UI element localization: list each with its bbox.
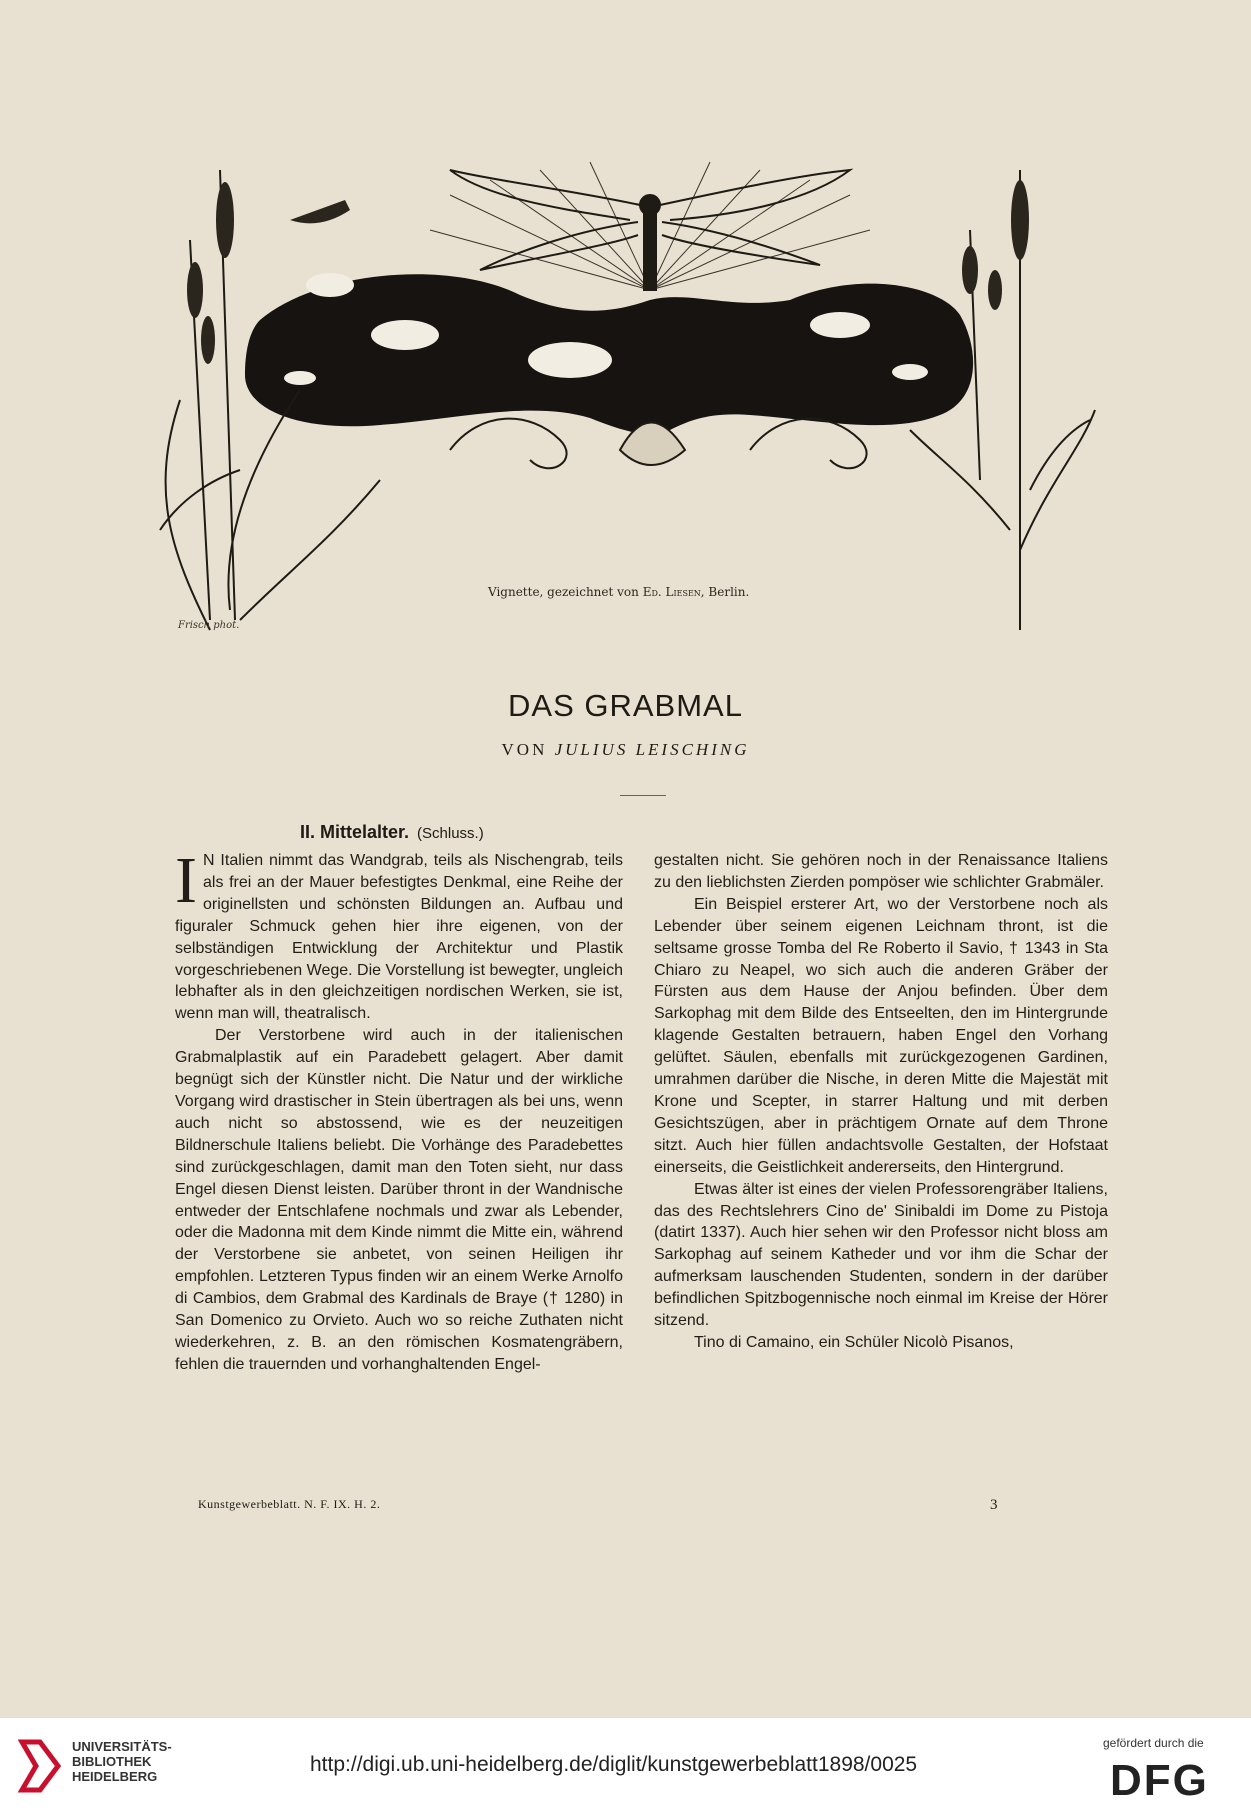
library-name: UNIVERSITÄTS- BIBLIOTHEK HEIDELBERG [72,1739,172,1784]
ub-heidelberg-logo-icon [18,1738,62,1794]
funding-note: gefördert durch die [1103,1736,1204,1750]
divider [620,795,666,796]
paragraph: Etwas älter ist eines der vielen Professorengräber Italiens, das des Rechtslehrers Cino de' Sinibaldi im Dome zu Pistoja (datirt 1337). Auch hier sehen wir den Professor nicht bloss am Sarkophag auf seinem Katheder und vor ihm die Schar der aufmerksam lauschenden Studenten, sondern in der darüber befindlichen Spitzbogennische noch einmal im Kreise der Hörer sitzend. [654,1180,1108,1330]
dfg-logo: DFG [1110,1756,1209,1805]
article-title: DAS GRABMAL [508,688,743,723]
paragraph: Der Verstorbene wird auch in der italienischen Grabmalplastik auf ein Paradebett gelagert. Aber damit begnügt sich der Künstler nicht. Die Natur und der wirkliche Vorgang wird drastischer in Stein übertragen als bei uns, wenn auch nicht so abstossend, wie es der neuzeitigen Bildnerschule Italiens beliebt. Die Vorhänge des Paradebettes sind zurückgeschlagen, damit man den Toten sieht, nur dass Engel diesen Dienst leisten. Darüber thront in der Wandnische entweder der Entschlafene nochmals und zwar als Lebender, oder die Madonna mit dem Kinde nimmt die Mitte ein, während der Verstorbene sie anbetet, von seinen Heiligen ihr empfohlen. Letzteren Typus finden wir an einem Werke Arnolfo di Cambios, dem Grabmal des Kardinals de Braye († 1280) in San Domenico zu Orvieto. Auch wo so reiche Zuthaten nicht wiederkehren, z. B. an den römischen Kosmatengräbern, fehlen die trauernden und vorhanghaltenden Engel- [175,1027,623,1373]
dragonfly [450,170,850,290]
page-number: 3 [990,1497,998,1513]
paragraph: Tino di Camaino, ein Schüler Nicolò Pisanos, [694,1333,1014,1351]
byline: VON JULIUS LEISCHING [501,740,750,759]
paragraph: Ein Beispiel ersterer Art, wo der Verstorbene noch als Lebender über seinem eigenen Leichnam thront, ist die seltsame grosse Tomba del Re Roberto il Savio, † 1343 in Sta Chiaro zu Neapel, wo sich auch die anderen Gräber der Fürsten aus dem Hause der Anjou befinden. Über dem Sarkophag mit dem Bilde des Entseelten, den im Hintergrunde klagende Gestalten betrauern, haben Engel den Vorhang gelüftet. Säulen, ebenfalls mit zurückgezogenen Gardinen, umrahmen darüber die Nische, in deren Mitte die Majestät mit Krone und Scepter, in starrer Haltung und mit derben Gesichtszügen, aber in prächtigem Ornate auf dem Throne sitzt. Auch hier füllen andachtsvolle Gestalten, der Hofstaat einerseits, die Geistlichkeit andererseits, den Hintergrund. [654,895,1108,1176]
left-column [175,844,623,1376]
permalink-url[interactable]: http://digi.ub.uni-heidelberg.de/diglit/kunstgewerbeblatt1898/0025 [310,1753,918,1776]
paragraph: I N Italien nimmt das Wandgrab, teils als Nischengrab, teils als frei an der Mauer befestigtes Denkmal, eine Reihe der originellsten und schönsten Bildungen an. Aufbau und figuraler Schmuck gehen hier ihre eigenen, von der selbständigen Entwicklung der Architektur und Plastik vorgeschriebenen Wege. Die Vorstellung ist bewegter, ungleich lebhafter als in den gleichzeitigen nordischen Werken, sie ist, wenn man will, theatralisch. [175,844,623,1023]
photographer-signature: Frisch phot. [178,620,240,631]
digitization-bar [0,1718,1251,1813]
drop-cap: I [175,844,197,917]
section-heading: II. Mittelalter. (Schluss.) [300,822,484,842]
right-column [654,850,1108,1354]
paragraph: gestalten nicht. Sie gehören noch in der Renaissance Italiens zu den lieblichsten Zierden pompöser wie schlichter Grabmäler. [654,852,1108,891]
vignette-caption: Vignette, gezeichnet von Ed. Liesen, Berlin. [488,585,750,599]
vignette-illustration [150,150,1100,750]
journal-footer: Kunstgewerbeblatt. N. F. IX. H. 2. [198,1497,381,1511]
author-name: JULIUS LEISCHING [554,740,750,759]
